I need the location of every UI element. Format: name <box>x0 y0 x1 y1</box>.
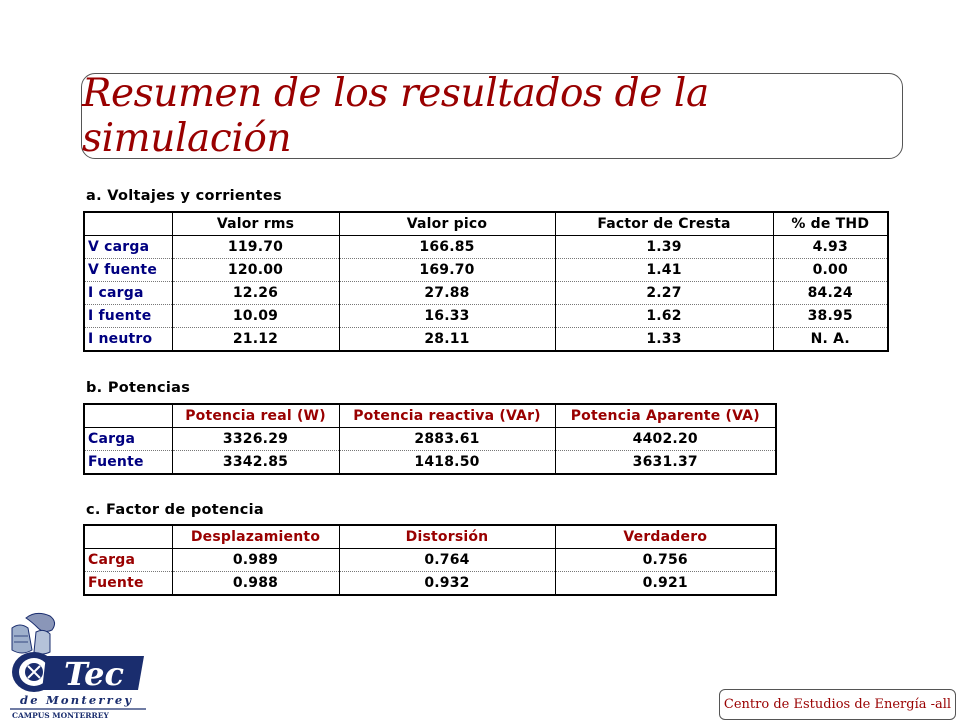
section-b-label: b. Potencias <box>86 380 191 396</box>
header-cell: Desplazamiento <box>172 525 339 549</box>
table-cell: 0.932 <box>339 572 555 596</box>
table-cell: 4.93 <box>773 236 888 259</box>
tec-monterrey-logo <box>6 610 156 720</box>
table-cell: 3342.85 <box>172 451 339 475</box>
table-cell: 16.33 <box>339 305 555 328</box>
table-row <box>84 259 888 282</box>
table-cell: 1.33 <box>555 328 773 352</box>
table-cell: 84.24 <box>773 282 888 305</box>
table-cell: 3326.29 <box>172 428 339 451</box>
table-row <box>84 549 776 572</box>
section-c-label: c. Factor de potencia <box>86 502 265 518</box>
crest-icon <box>12 613 55 654</box>
table-cell: 120.00 <box>172 259 339 282</box>
table-cell: 169.70 <box>339 259 555 282</box>
table-cell: 28.11 <box>339 328 555 352</box>
row-label: V fuente <box>84 259 172 282</box>
header-cell: Potencia Aparente (VA) <box>555 404 776 428</box>
table-cell: 0.00 <box>773 259 888 282</box>
table-header-row <box>84 404 776 428</box>
table-row <box>84 305 888 328</box>
row-label: Carga <box>84 549 172 572</box>
section-a-label: a. Voltajes y corrientes <box>86 188 282 204</box>
table-row <box>84 428 776 451</box>
table-row <box>84 282 888 305</box>
title-box <box>81 73 903 159</box>
table-cell: 2.27 <box>555 282 773 305</box>
table-header-row <box>84 212 888 236</box>
header-cell: % de THD <box>773 212 888 236</box>
table-header-row <box>84 525 776 549</box>
header-cell: Verdadero <box>555 525 776 549</box>
table-cell: 0.756 <box>555 549 776 572</box>
table-cell: 4402.20 <box>555 428 776 451</box>
table-cell: 1.41 <box>555 259 773 282</box>
table-cell: 21.12 <box>172 328 339 352</box>
table-cell: 3631.37 <box>555 451 776 475</box>
table-cell: 0.988 <box>172 572 339 596</box>
table-cell: 10.09 <box>172 305 339 328</box>
table-cell: 1.62 <box>555 305 773 328</box>
header-cell: Factor de Cresta <box>555 212 773 236</box>
header-cell <box>84 525 172 549</box>
table-power-factor <box>83 524 777 596</box>
logo-sub-text: de Monterrey <box>20 693 134 707</box>
header-cell: Distorsión <box>339 525 555 549</box>
table-cell: 12.26 <box>172 282 339 305</box>
row-label: Fuente <box>84 451 172 475</box>
row-label: Fuente <box>84 572 172 596</box>
header-cell: Potencia reactiva (VAr) <box>339 404 555 428</box>
header-cell: Valor pico <box>339 212 555 236</box>
header-cell: Potencia real (W) <box>172 404 339 428</box>
row-label: I neutro <box>84 328 172 352</box>
table-row <box>84 328 888 352</box>
table-row <box>84 236 888 259</box>
row-label: Carga <box>84 428 172 451</box>
logo-main-text: Tec <box>64 655 124 693</box>
logo-campus-text: CAMPUS MONTERREY <box>12 711 109 720</box>
table-cell: 27.88 <box>339 282 555 305</box>
row-label: V carga <box>84 236 172 259</box>
table-voltages-currents <box>83 211 889 352</box>
row-label: I carga <box>84 282 172 305</box>
table-cell: 38.95 <box>773 305 888 328</box>
table-row <box>84 451 776 475</box>
table-cell: 0.921 <box>555 572 776 596</box>
header-cell: Valor rms <box>172 212 339 236</box>
row-label: I fuente <box>84 305 172 328</box>
footer-label: Centro de Estudios de Energía -all <box>719 689 956 720</box>
table-cell: 0.764 <box>339 549 555 572</box>
header-cell <box>84 404 172 428</box>
table-cell: 119.70 <box>172 236 339 259</box>
table-cell: 166.85 <box>339 236 555 259</box>
table-cell: 1.39 <box>555 236 773 259</box>
table-cell: 0.989 <box>172 549 339 572</box>
header-cell <box>84 212 172 236</box>
table-cell: N. A. <box>773 328 888 352</box>
table-row <box>84 572 776 596</box>
table-cell: 1418.50 <box>339 451 555 475</box>
table-powers <box>83 403 777 475</box>
page-title: Resumen de los resultados de la simulación <box>82 71 709 161</box>
table-cell: 2883.61 <box>339 428 555 451</box>
